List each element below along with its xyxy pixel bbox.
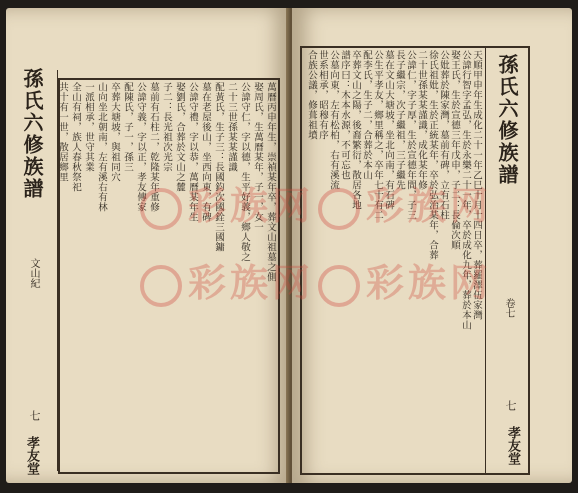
watermark-seal-icon <box>318 265 360 307</box>
book-title: 孫氏六修族譜 <box>20 68 44 200</box>
text-column: 公生平孝友，鄉里稱之，卒年七十有二 <box>372 50 383 220</box>
text-column: 卒葬文山之陽，後裔繁衍，散居各地 <box>350 50 361 210</box>
section-title: 文山紀 <box>28 258 39 288</box>
text-column: 萬曆丙申年生，崇禎某年卒，葬文山祖墓之側 <box>265 82 276 282</box>
text-column: 配陳氏，子一，孫三 <box>122 82 133 172</box>
text-column: 配黃氏，生子三：長國鈞次國銓三國鏞 <box>213 82 224 252</box>
page-number: 七 <box>504 400 517 411</box>
text-column: 娶劉氏，合葬於文山之麓 <box>174 82 185 192</box>
text-column: 公妣葬於陳家灣，墓前有碑，立有石柱 <box>438 50 449 220</box>
book-title: 孫氏六修族譜 <box>495 54 519 186</box>
watermark: 彩族网 <box>140 252 314 307</box>
watermark: 彩族网 <box>318 252 492 307</box>
text-column: 公諱行智字孟弘，生於永樂二十一年，卒於成化九年，葬於本山 <box>460 50 471 330</box>
text-column: 二十三世孫某某謹識 <box>226 82 237 172</box>
text-column: 配李氏，生子二，合葬於本山 <box>361 50 372 180</box>
text-column: 娶王氏，生於宣德三年戊申，子二：長倫次順 <box>449 50 460 250</box>
left-page-margin <box>6 8 58 483</box>
watermark-seal-icon <box>318 188 360 230</box>
text-column: 共十有一世，散居鄉里 <box>57 82 68 182</box>
text-column: 墓前有石柱二，乾隆某年重修 <box>148 82 159 212</box>
volume-label: 卷七 <box>503 298 514 318</box>
text-column: 世系相承，昭穆有序 <box>317 50 328 140</box>
text-column: 一派相承，世守其業 <box>83 82 94 172</box>
text-column: 山向坐北朝南，左有溪右有林 <box>96 82 107 212</box>
text-column: 全山有祠，族人春秋祭祀 <box>70 82 81 192</box>
text-column: 子二：長光祖次光宗 <box>161 82 172 172</box>
text-column: 公墓向東，左有松柏，右有溪流 <box>328 50 339 190</box>
text-column: 合族公議，修葺祖墳 <box>306 50 317 140</box>
text-column: 天順甲申年生成化二十一年乙巳十月十四日卒，葬羅澤伍家灣 <box>471 50 482 320</box>
watermark: 彩族网 <box>140 175 314 230</box>
text-column: 譜序曰：木本水源，不可忘也 <box>339 50 350 180</box>
watermark: 彩族网 <box>318 175 492 230</box>
text-column: 墓在文山大塘坡，坐北向南，有石碑 <box>383 50 394 210</box>
text-column: 公諱仁，字子厚，生於宣德年間，子三 <box>405 50 416 220</box>
hall-name: 孝友堂 <box>505 426 520 465</box>
text-column: 公諱守仁，字以德，生平好義，鄉人敬之 <box>239 82 250 262</box>
text-column: 公諱守禮，字以恭，萬曆某年生 <box>187 82 198 222</box>
left-page <box>6 8 290 483</box>
watermark-seal-icon <box>140 188 182 230</box>
page-number: 七 <box>28 410 41 421</box>
text-column: 卒葬大塘坡，與祖同穴 <box>109 82 120 182</box>
hall-name: 孝友堂 <box>24 436 39 475</box>
right-page <box>292 8 572 483</box>
text-column: 長子繼宗，次子繼祖，三子繼先 <box>394 50 405 190</box>
text-column: 墓在老屋後山，坐西向東，有碑 <box>200 82 211 222</box>
watermark-seal-icon <box>140 265 182 307</box>
text-column: 徐氏祖妣，生於正統某年，卒於弘治某年，合葬 <box>427 50 438 260</box>
text-column: 二十世孫某某謹識，成化某年修 <box>416 50 427 190</box>
text-column: 娶周氏，生萬曆某年，子一，女一 <box>252 82 263 232</box>
text-column: 公諱守義，字以正，孝友傳家 <box>135 82 146 212</box>
